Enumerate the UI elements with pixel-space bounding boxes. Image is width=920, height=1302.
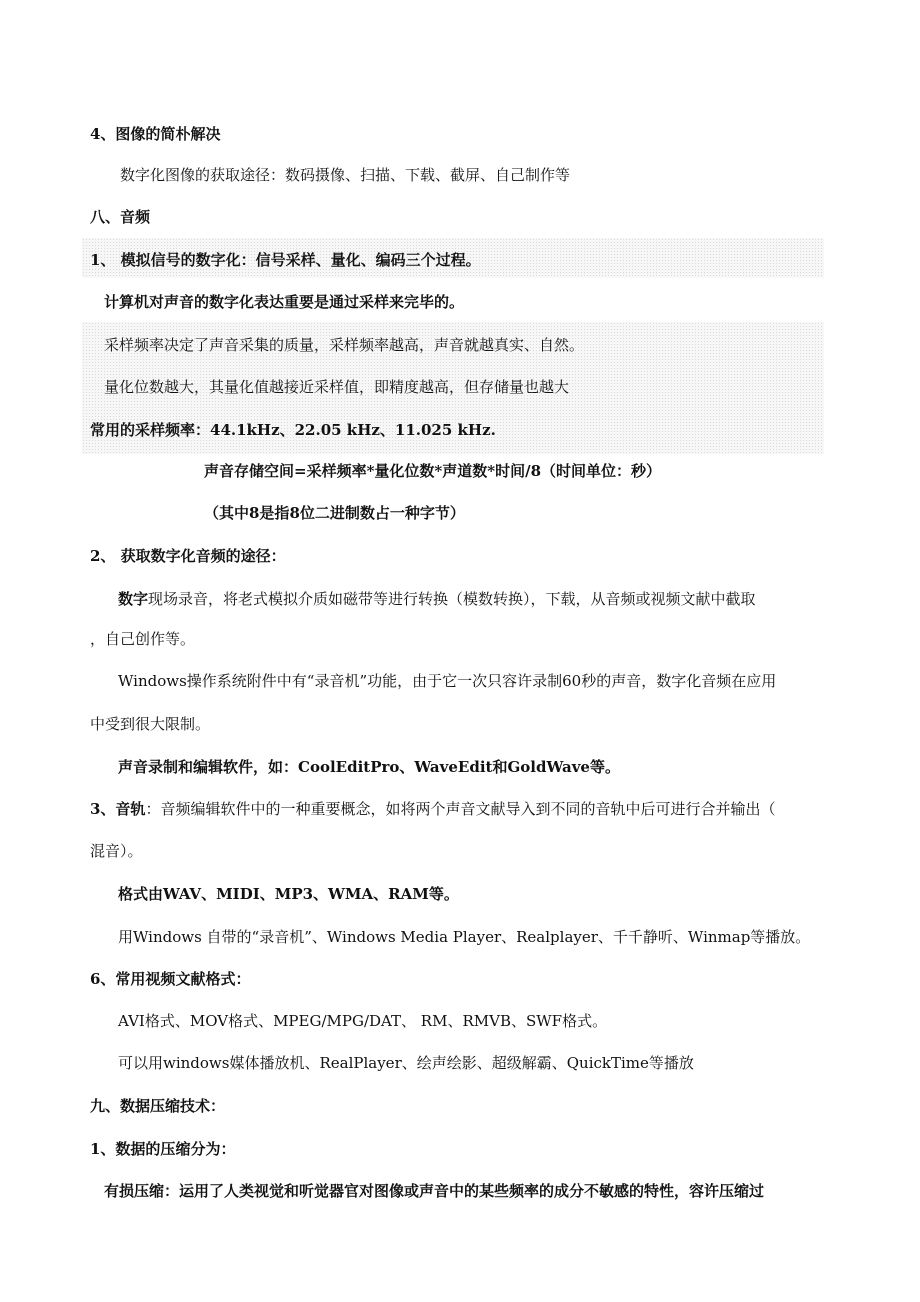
paragraph: Windows操作系统附件中有“录音机”功能，由于它一次只容许录制60秒的声音，数字化音频在应用 <box>118 672 777 690</box>
section-heading: 4、图像的简朴解决 <box>90 125 221 143</box>
subsection-heading: 6、常用视频文献格式： <box>90 970 251 988</box>
section-heading: 九、数据压缩技术： <box>90 1097 226 1115</box>
paragraph: 常用的采样频率：44.1kHz、22.05 kHz、11.025 kHz. <box>90 421 496 439</box>
subsection-heading: 1、 模拟信号的数字化：信号采样、量化、编码三个过程。 <box>90 251 481 269</box>
section-heading: 八、音频 <box>90 208 151 226</box>
formula: 声音存储空间=采样频率*量化位数*声道数*时间/8（时间单位：秒） <box>204 462 662 480</box>
paragraph-continuation: ，自己创作等。 <box>90 630 196 648</box>
paragraph-continuation: 混音）。 <box>90 842 143 860</box>
paragraph: 量化位数越大，其量化值越接近采样值，即精度越高，但存储量也越大 <box>104 378 570 396</box>
paragraph: 可以用windows媒体播放机、RealPlayer、绘声绘影、超级解霸、QuickTime等播放 <box>118 1054 694 1072</box>
subsection-heading: 1、数据的压缩分为： <box>90 1140 236 1158</box>
paragraph: 采样频率决定了声音采集的质量，采样频率越高，声音就越真实、自然。 <box>104 336 585 354</box>
paragraph: AVI格式、MOV格式、MPEG/MPG/DAT、 RM、RMVB、SWF格式。 <box>118 1012 608 1030</box>
paragraph <box>90 798 775 820</box>
paragraph: 格式由WAV、MIDI、MP3、WMA、RAM等。 <box>118 885 459 903</box>
lead-term: 3、音轨 <box>90 800 146 818</box>
subsection-heading: 2、 获取数字化音频的途径： <box>90 547 286 565</box>
paragraph: 声音录制和编辑软件，如：CoolEditPro、WaveEdit和GoldWave等。 <box>118 758 620 776</box>
paragraph: 计算机对声音的数字化表达重要是通过采样来完毕的。 <box>104 293 465 311</box>
paragraph <box>118 588 756 610</box>
paragraph-text: ：音频编辑软件中的一种重要概念，如将两个声音文献导入到不同的音轨中后可进行合并输出（ <box>145 800 776 818</box>
paragraph: 数字化图像的获取途径：数码摄像、扫描、下载、截屏、自己制作等 <box>120 166 571 184</box>
paragraph: 用Windows 自带的“录音机”、Windows Media Player、Realplayer、千千静听、Winmap等播放。 <box>118 928 811 946</box>
paragraph: 有损压缩：运用了人类视觉和听觉器官对图像或声音中的某些频率的成分不敏感的特性，容许压缩过 <box>104 1182 765 1200</box>
formula-note: （其中8是指8位二进制数占一种字节） <box>204 504 465 522</box>
paragraph-continuation: 中受到很大限制。 <box>90 715 211 733</box>
paragraph-text: 现场录音，将老式模拟介质如磁带等进行转换（模数转换），下载，从音频或视频文献中截取 <box>148 590 756 608</box>
lead-term: 数字 <box>118 590 149 608</box>
